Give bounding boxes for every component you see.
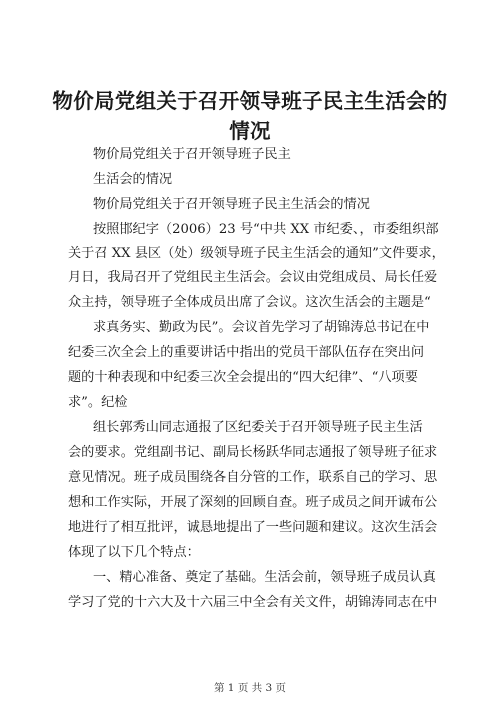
paragraph-line: 物价局党组关于召开领导班子民主 bbox=[93, 147, 291, 162]
page-number-footer: 第 1 页 共 3 页 bbox=[213, 682, 287, 694]
paragraph-line: 想和工作实际，开展了深刻的回顾自查。班子成员之间开诚布公 bbox=[68, 495, 438, 510]
paragraph-line: 求真务实、勤政为民”。会议首先学习了胡锦涛总书记在中 bbox=[93, 320, 430, 335]
paragraph-line: 组长郭秀山同志通报了区纪委关于召开领导班子民主生活 bbox=[93, 420, 423, 435]
paragraph-line: 地进行了相互批评，诚恳地提出了一些问题和建议。这次生活会 bbox=[68, 520, 438, 535]
paragraph-line: 意见情况。班子成员围绕各自分管的工作，联系自己的学习、思 bbox=[68, 470, 438, 485]
paragraph-line: 月日，我局召开了党组民主生活会。会议由党组成员、局长任爱 bbox=[68, 270, 438, 285]
document-title: 物价局党组关于召开领导班子民主生活会的情况 bbox=[52, 89, 448, 143]
paragraph-line: 题的十种表现和中纪委三次全会提出的“四大纪律”、“八项要 bbox=[68, 370, 418, 385]
paragraph-line: 求”。纪检 bbox=[68, 395, 128, 410]
paragraph-line: 生活会的情况 bbox=[93, 172, 173, 187]
paragraph-line: 物价局党组关于召开领导班子民主生活会的情况 bbox=[93, 197, 370, 212]
paragraph-line: 纪委三次全会上的重要讲话中指出的党员干部队伍存在突出问 bbox=[68, 345, 425, 360]
paragraph-line: 体现了以下几个特点： bbox=[68, 545, 200, 560]
paragraph-line: 会的要求。党组副书记、副局长杨跃华同志通报了领导班子征求 bbox=[68, 445, 438, 460]
paragraph-line: 众主持，领导班子全体成员出席了会议。这次生活会的主题是“ bbox=[68, 295, 431, 310]
paragraph-line: 关于召 XX 县区（处）级领导班子民主生活会的通知”文件要求， bbox=[68, 246, 445, 261]
paragraph-line: 学习了党的十六大及十六届三中全会有关文件，胡锦涛同志在中 bbox=[68, 595, 438, 610]
paragraph-line: 按照邯纪字（2006）23 号“中共 XX 市纪委、，市委组织部 bbox=[93, 222, 439, 237]
paragraph-line: 一、精心准备、奠定了基础。生活会前，领导班子成员认真 bbox=[93, 570, 436, 585]
